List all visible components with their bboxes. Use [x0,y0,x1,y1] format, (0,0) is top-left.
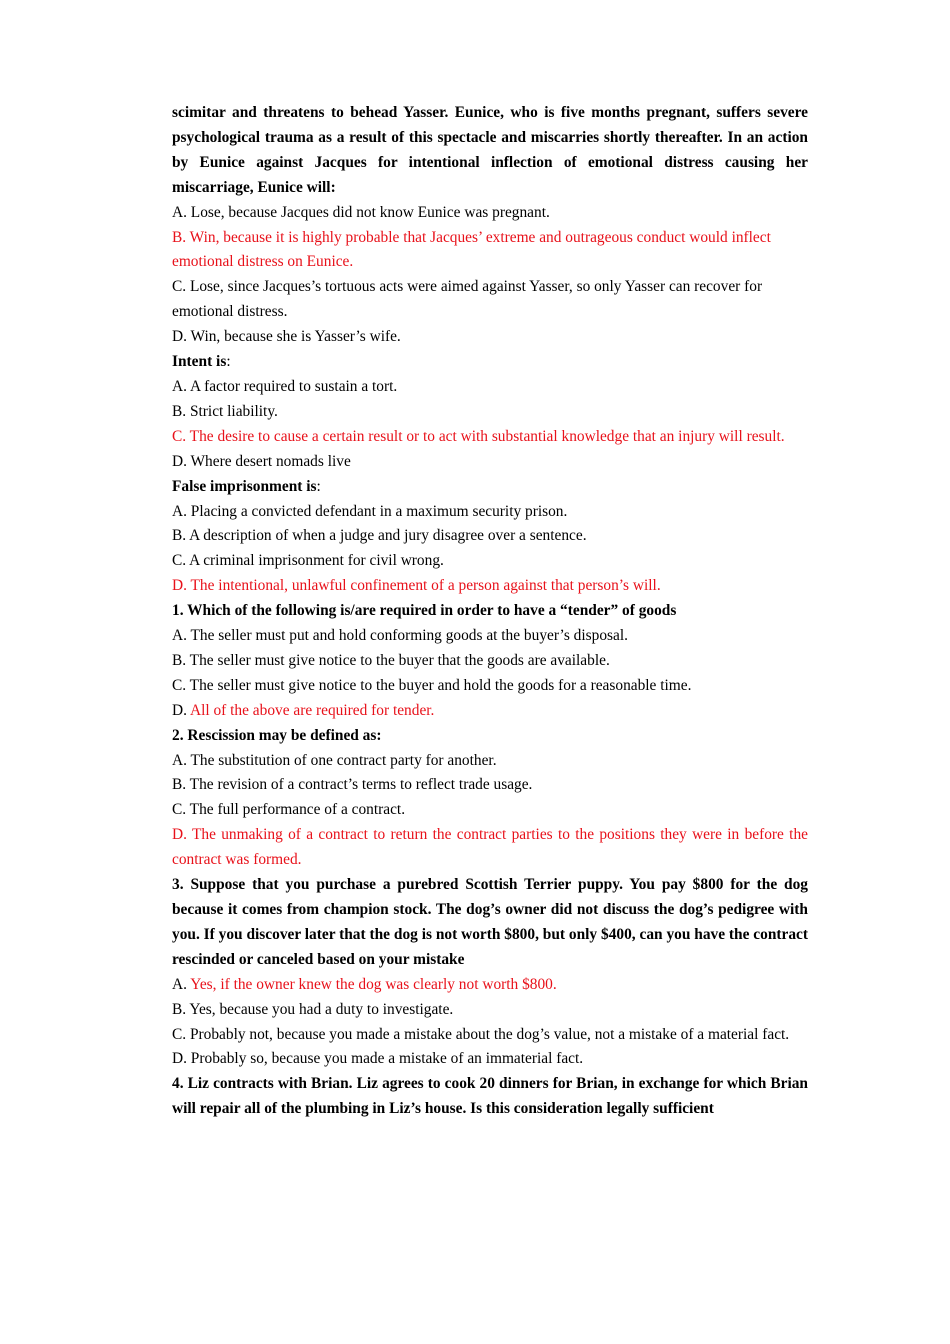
question-intent-term: Intent is [172,353,227,371]
option-c: C. Probably not, because you made a mistake about the dog’s value, not a mistake of a material fact. [172,1025,790,1043]
option-b: B. Yes, because you had a duty to investigate. [172,1000,454,1018]
option-b-correct: B. Win, because it is highly probable that Jacques’ extreme and outrageous conduct would inflect emotional distress on Eunice. [172,228,771,271]
question-eunice-stem: scimitar and threatens to behead Yasser. Eunice, who is five months pregnant, suffers severe psychological trauma as a result of this spectacle and miscarries shortly thereafter. In an action by Eunice against Jacques for intentional inflection of emotional distress causing her miscarriage, Eunice will: [172,104,808,196]
option-letter: A. [172,975,191,993]
option-a-correct [172,973,808,998]
option-c: C. The full performance of a contract. [172,801,406,819]
question-intent-stem [172,350,808,375]
question-1-stem: 1. Which of the following is/are required in order to have a “tender” of goods [172,602,677,620]
option-a: A. The seller must put and hold conforming goods at the buyer’s disposal. [172,627,628,645]
option-a-text: Yes, if the owner knew the dog was clearly not worth $800. [190,975,557,993]
option-d: D. Where desert nomads live [172,452,351,470]
question-intent-colon: : [226,353,231,371]
question-false-imprisonment-term: False imprisonment is [172,477,317,495]
option-c-correct: C. The desire to cause a certain result or to act with substantial knowledge that an injury will result. [172,427,785,445]
option-b: B. Strict liability. [172,402,278,420]
question-3-stem: 3. Suppose that you purchase a purebred Scottish Terrier puppy. You pay $800 for the dog because it comes from champion stock. The dog’s owner did not discuss the dog’s pedigree with you. If you discover later that the dog is not worth $800, but only $400, can you have the contract rescinded or canceled based on your mistake [172,876,808,968]
option-a: A. The substitution of one contract party for another. [172,751,497,769]
question-false-imprisonment-stem [172,475,808,500]
option-a: A. Lose, because Jacques did not know Eunice was pregnant. [172,203,550,221]
question-2-stem: 2. Rescission may be defined as: [172,726,382,744]
option-d: D. Probably so, because you made a mistake of an immaterial fact. [172,1050,584,1068]
option-c: C. Lose, since Jacques’s tortuous acts were aimed against Yasser, so only Yasser can recover for emotional distress. [172,278,763,321]
option-c: C. A criminal imprisonment for civil wrong. [172,552,444,570]
option-a: A. Placing a convicted defendant in a maximum security prison. [172,502,568,520]
question-false-imprisonment-colon: : [316,477,321,495]
option-d: D. Win, because she is Yasser’s wife. [172,328,401,346]
option-c: C. The seller must give notice to the buyer and hold the goods for a reasonable time. [172,676,692,694]
document-page [172,101,808,1122]
option-b: B. The revision of a contract’s terms to reflect trade usage. [172,776,533,794]
option-a: A. A factor required to sustain a tort. [172,377,398,395]
option-d-correct: D. The intentional, unlawful confinement of a person against that person’s will. [172,577,661,595]
option-b: B. The seller must give notice to the buyer that the goods are available. [172,651,610,669]
option-d-correct [172,699,808,724]
option-d-text: All of the above are required for tender. [189,701,435,719]
option-letter: D. [172,701,190,719]
option-d-correct: D. The unmaking of a contract to return the contract parties to the positions they were in before the contract was formed. [172,826,808,869]
option-b: B. A description of when a judge and jury disagree over a sentence. [172,527,587,545]
question-4-stem: 4. Liz contracts with Brian. Liz agrees to cook 20 dinners for Brian, in exchange for which Brian will repair all of the plumbing in Liz’s house. Is this consideration legally sufficient [172,1075,808,1118]
